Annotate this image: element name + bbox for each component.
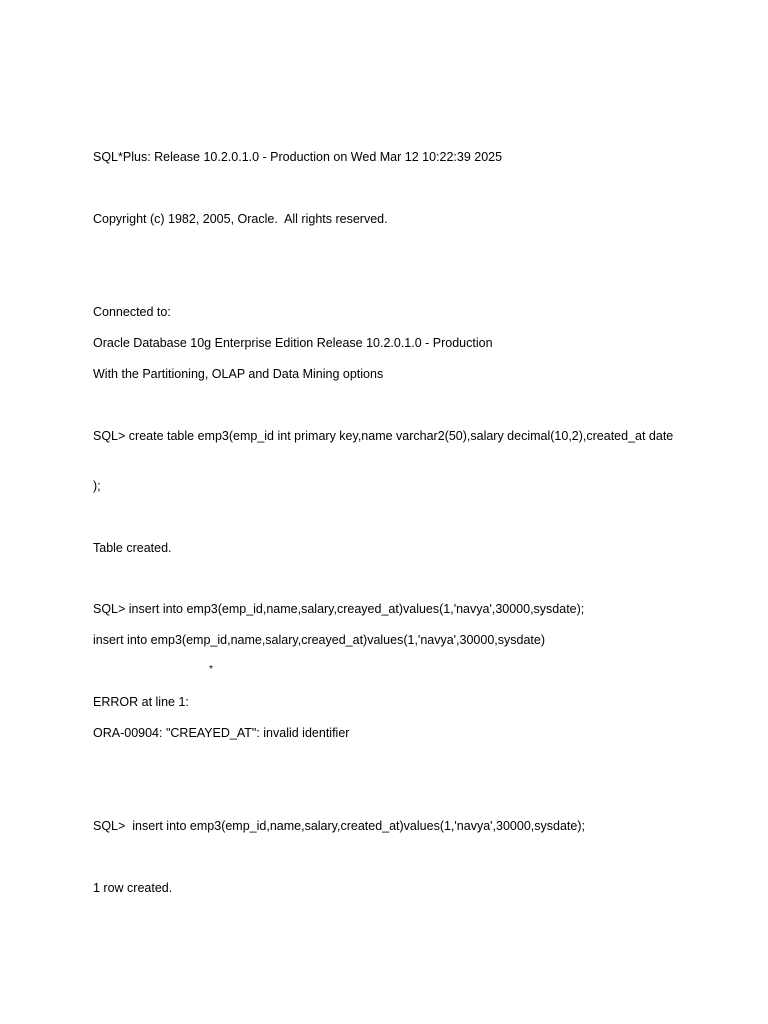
create-table-closing: );: [93, 479, 101, 493]
connected-to-line: Connected to:: [93, 305, 171, 319]
insert-command-typo: SQL> insert into emp3(emp_id,name,salary,creayed_at)values(1,'navya',30000,sysdate);: [93, 602, 585, 616]
sqlplus-banner: SQL*Plus: Release 10.2.0.1.0 - Production on Wed Mar 12 10:22:39 2025: [93, 150, 503, 164]
insert-command-corrected: SQL> insert into emp3(emp_id,name,salary,created_at)values(1,'navya',30000,sysdate);: [93, 819, 585, 833]
error-position-marker: *: [209, 664, 213, 675]
table-created-message: Table created.: [93, 541, 172, 555]
copyright-line: Copyright (c) 1982, 2005, Oracle. All rights reserved.: [93, 212, 388, 226]
insert-echo-line: insert into emp3(emp_id,name,salary,creayed_at)values(1,'navya',30000,sysdate): [93, 633, 546, 647]
error-line-message: ERROR at line 1:: [93, 695, 189, 709]
database-version-line: Oracle Database 10g Enterprise Edition Release 10.2.0.1.0 - Production: [93, 336, 493, 350]
options-line: With the Partitioning, OLAP and Data Mining options: [93, 367, 384, 381]
row-created-message: 1 row created.: [93, 881, 173, 895]
ora-error-message: ORA-00904: "CREAYED_AT": invalid identifier: [93, 726, 350, 740]
create-table-command: SQL> create table emp3(emp_id int primary key,name varchar2(50),salary decimal(10,2),created_at date: [93, 429, 674, 443]
